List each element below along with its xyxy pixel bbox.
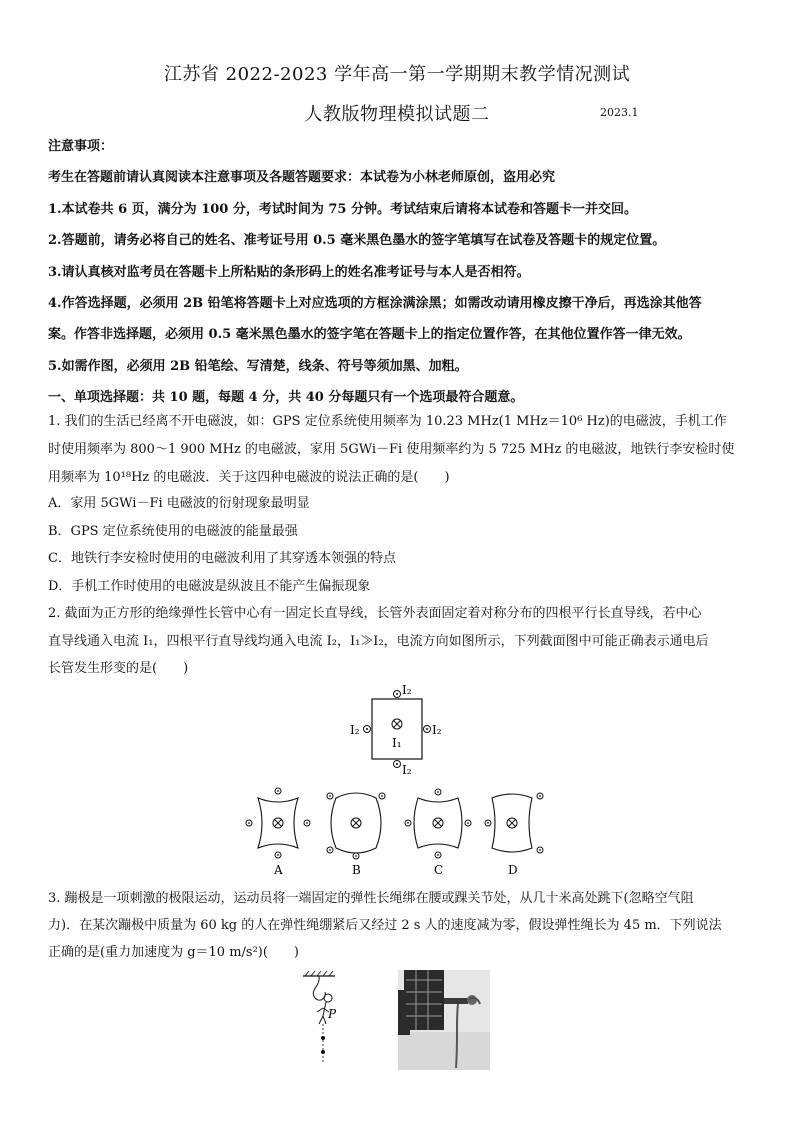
q1-line-3: 用频率为 10¹⁸Hz 的电磁波．关于这四种电磁波的说法正确的是( ): [48, 470, 450, 485]
q1-option-b: B．GPS 定位系统使用的电磁波的能量最强: [48, 524, 298, 539]
notice-intro: 考生在答题前请认真阅读本注意事项及各题答题要求：本试卷为小林老师原创，盗用必究: [48, 170, 556, 185]
notice-heading: 注意事项：: [48, 139, 114, 154]
option-c-figure: [405, 789, 471, 877]
wire-right-dot-icon: [424, 726, 431, 733]
option-b-label: B: [352, 863, 361, 877]
center-wire-cross-icon: [392, 719, 402, 729]
q2-options-figure: [240, 786, 560, 878]
section-heading: 一、单项选择题：共 10 题，每题 4 分，共 40 分每题只有一个选项最符合题意。: [48, 390, 524, 405]
option-c-label: C: [434, 863, 444, 877]
q3-line-3: 正确的是(重力加速度为 g＝10 m/s²)( ): [48, 945, 300, 960]
q2-line-1: 2. 截面为正方形的绝缘弹性长管中心有一固定长直导线，长管外表面固定着对称分布的四根平行长直导线，若中心: [48, 606, 702, 621]
q1-line-1: 1. 我们的生活已经离不开电磁波，如：GPS 定位系统使用频率为 10.23 MHz(1 MHz＝10⁶ Hz)的电磁波，手机工作: [48, 414, 727, 429]
option-a-figure: [246, 788, 310, 877]
notice-item-3: 3.请认真核对监考员在答题卡上所粘贴的条形码上的姓名准考证号与本人是否相符。: [48, 265, 530, 280]
label-i2-left: I₂: [350, 723, 360, 737]
q3-line-1: 3. 蹦极是一项刺激的极限运动，运动员将一端固定的弹性长绳绑在腰或踝关节处，从几十米高处跳下(忽略空气阻: [48, 891, 694, 906]
notice-item-4b: 案。作答非选择题，必须用 0.5 毫米黑色墨水的签字笔在答题卡上的指定位置作答，在其他位置作答一律无效。: [48, 327, 691, 342]
q1-option-c: C．地铁行李安检时使用的电磁波利用了其穿透本领强的特点: [48, 551, 396, 566]
q3-line-2: 力)．在某次蹦极中质量为 60 kg 的人在弹性绳绷紧后又经过 2 s 人的速度减为零，假设弹性绳长为 45 m．下列说法: [48, 918, 722, 933]
wire-bottom-dot-icon: [394, 761, 401, 768]
label-i2-bottom: I₂: [402, 763, 412, 776]
exam-title: 江苏省 2022-2023 学年高一第一学期期末教学情况测试: [163, 64, 631, 85]
label-i2-top: I₂: [402, 684, 412, 697]
q2-line-3: 长管发生形变的是( ): [48, 661, 189, 676]
option-a-label: A: [274, 863, 283, 877]
notice-item-4a: 4.作答选择题，必须用 2B 铅笔将答题卡上对应选项的方框涂满涂黑；如需改动请用橡皮擦干净后，再选涂其他答: [48, 296, 702, 311]
wire-top-dot-icon: [394, 691, 401, 698]
q1-option-d: D．手机工作时使用的电磁波是纵波且不能产生偏振现象: [48, 579, 371, 594]
q2-line-2: 直导线通入电流 I₁，四根平行直导线均通入电流 I₂，I₁≫I₂，电流方向如图所示，下列截面图中可能正确表示通电后: [48, 634, 709, 649]
label-i2-right: I₂: [432, 723, 442, 737]
label-p: P: [328, 1007, 337, 1021]
wire-left-dot-icon: [364, 726, 371, 733]
q3-bungee-photo: [398, 970, 490, 1070]
notice-item-5: 5.如需作图，必须用 2B 铅笔绘、写清楚，线条、符号等须加黑、加粗。: [48, 359, 468, 374]
exam-subtitle: 人教版物理模拟试题二: [304, 104, 490, 125]
q1-option-a: A．家用 5GWi－Fi 电磁波的衍射现象最明显: [48, 496, 310, 511]
q3-bungee-diagram: [295, 968, 355, 1068]
option-d-label: D: [508, 863, 518, 877]
q1-line-2: 时使用频率为 800～1 900 MHz 的电磁波，家用 5GWi－Fi 使用频率约为 5 725 MHz 的电磁波，地铁行李安检时使: [48, 442, 735, 457]
notice-item-2: 2.答题前，请务必将自己的姓名、准考证号用 0.5 毫米黑色墨水的签字笔填写在试卷及答题卡的规定位置。: [48, 233, 666, 248]
exam-date: 2023.1: [600, 106, 639, 119]
label-i1: I₁: [392, 736, 402, 750]
option-b-figure: [327, 793, 385, 877]
q2-main-figure: [340, 684, 450, 776]
option-d-figure: [485, 793, 543, 877]
notice-item-1: 1.本试卷共 6 页，满分为 100 分，考试时间为 75 分钟。考试结束后请将本试卷和答题卡一并交回。: [48, 202, 637, 217]
